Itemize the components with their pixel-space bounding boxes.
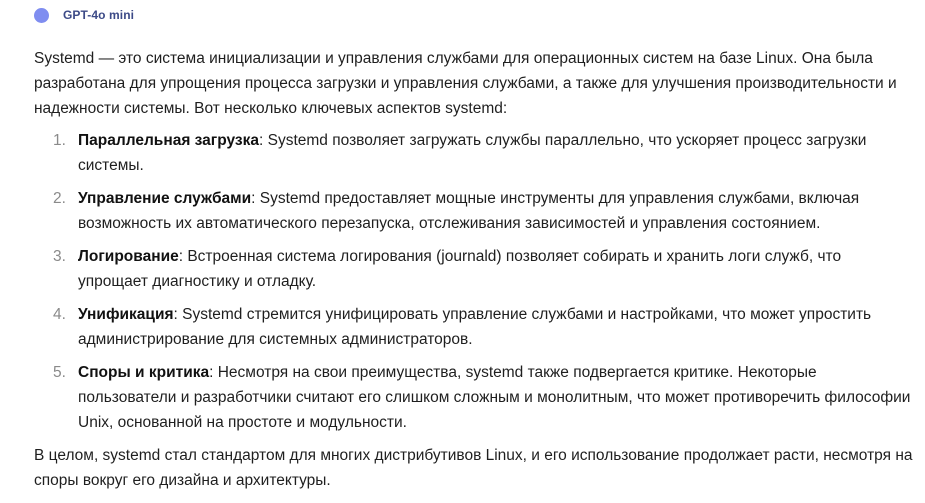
list-item-number: 5. [53,364,66,381]
list-item-number: 1. [53,132,66,149]
assistant-message [34,46,914,493]
list-item-term: Логирование [78,248,179,265]
list-item-text: : Systemd предоставляет мощные инструменты для управления службами, включая возможность их автоматического перезапуска, отслеживания зависимостей и управления состоянием. [78,190,860,232]
list-item [34,360,914,435]
list-item-text: : Несмотря на свои преимущества, systemd также подвергается критике. Некоторые пользователи и разработчики считают его слишком сложным и монолитным, что может противоречить философии Unix, основанной на простоте и модульности. [78,364,911,431]
list-item-term: Споры и критика [78,364,210,381]
list-item [34,244,914,294]
list-item [34,302,914,352]
list-item-text: : Systemd стремится унифицировать управление службами и настройками, что может упростить администрирование для системных администраторов. [78,306,872,348]
list-item-term: Параллельная загрузка [78,132,260,149]
list-item-number: 4. [53,306,66,323]
list-item-term: Унификация [78,306,174,323]
list-item-number: 3. [53,248,66,265]
message-intro: Systemd — это система инициализации и управления службами для операционных систем на базе Linux. Она была разработана для упрощения процесса загрузки и управления службами, а также для улучшения производительности и надежности системы. Вот несколько ключевых аспектов systemd: [34,50,897,117]
model-avatar-icon [34,8,49,23]
list-item-term: Управление службами [78,190,252,207]
list-item-text: : Systemd позволяет загружать службы параллельно, что ускоряет процесс загрузки системы. [78,132,867,174]
list-item-number: 2. [53,190,66,207]
message-conclusion: В целом, systemd стал стандартом для многих дистрибутивов Linux, и его использование продолжает расти, несмотря на споры вокруг его дизайна и архитектуры. [34,447,913,489]
list-item [34,186,914,236]
list-item [34,128,914,178]
list-item-text: : Встроенная система логирования (journald) позволяет собирать и хранить логи служб, что упрощает диагностику и отладку. [78,248,842,290]
aspects-list [34,128,914,435]
message-header [34,6,134,24]
model-name-label: GPT-4o mini [63,8,135,22]
